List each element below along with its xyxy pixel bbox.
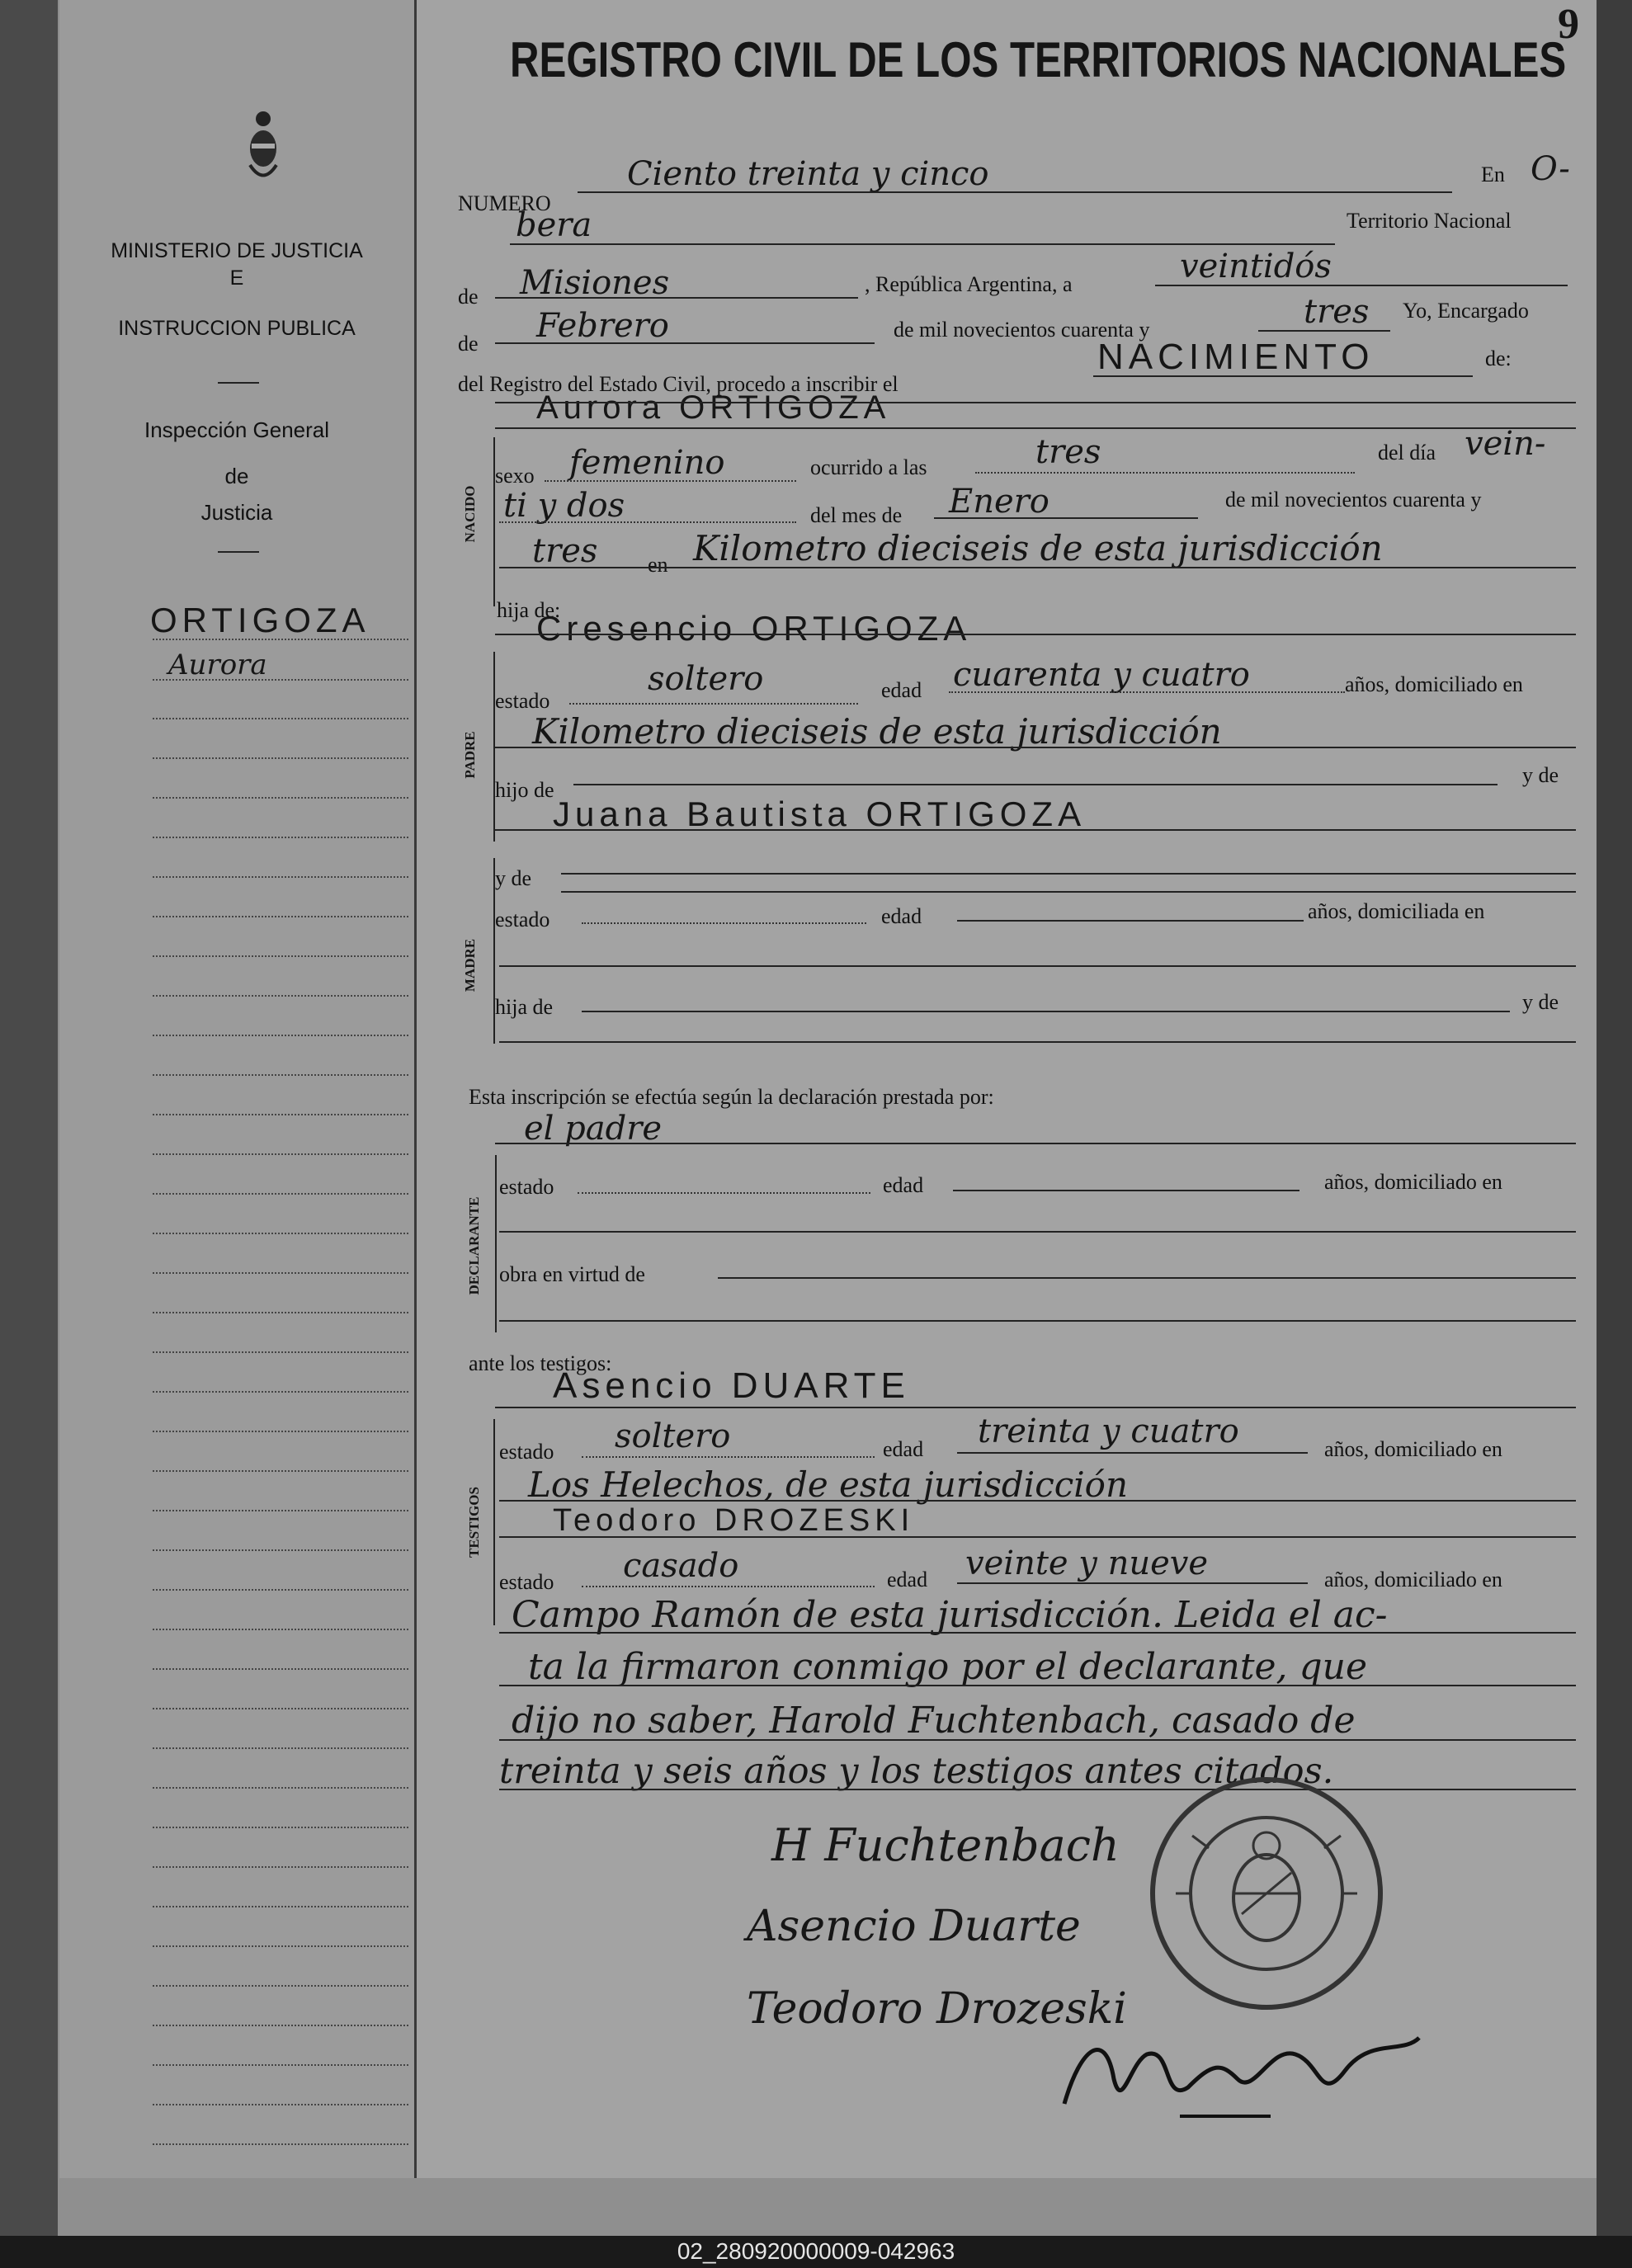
madre-estado-label: estado [495,908,550,931]
testigos-bracket [493,1419,495,1625]
coat-of-arms-icon [245,107,281,190]
w2-edad-value: veinte y nueve [965,1544,1209,1582]
madre-y-de-line-2 [561,891,1576,893]
registrar-signature-icon [1056,2013,1452,2120]
day-value-b: ti y dos [503,487,625,525]
madre-edad-line [957,920,1304,922]
padre-domicilio-line [495,747,1576,748]
territory-value: Misiones [520,264,670,302]
divider [218,551,259,553]
declarante-value: el padre [524,1110,663,1148]
w1-edad-line [957,1452,1308,1454]
padre-estado-line [569,703,858,705]
nacido-month-line [934,517,1198,519]
day-value: veintidós [1180,248,1332,285]
witness2-name: Teodoro DROZESKI [553,1503,915,1538]
madre-y-de-end: y de [1522,990,1559,1014]
child-name: Aurora ORTIGOZA [536,389,891,426]
act-type: NACIMIENTO [1097,337,1375,377]
hijo-de-line [573,784,1498,785]
w2-estado-value: casado [623,1547,739,1585]
declarante-last-line [499,1320,1576,1322]
hijo-de-label: hijo de [495,778,554,802]
right-edge [1597,0,1632,2236]
madre-estado-line [582,922,866,924]
de-label-2: de [458,332,479,356]
madre-domicilio-label: años, domiciliada en [1308,899,1485,923]
en-label: En [1481,163,1505,186]
sexo-label: sexo [495,464,535,488]
binding-edge [0,0,58,2236]
hour-value: tres [1035,433,1101,471]
numero-line [578,191,1452,193]
w1-estado-label: estado [499,1440,554,1464]
declarante-line [495,1143,1576,1144]
del-dia-label: del día [1378,441,1436,464]
act-line [1093,375,1473,377]
declarante-edad-label: edad [883,1173,924,1197]
en-place-label: en [648,553,668,577]
obra-line [718,1277,1576,1279]
year-label: de mil novecientos cuarenta y [894,318,1150,342]
obra-label: obra en virtud de [499,1262,645,1286]
madre-edad-label: edad [881,904,922,928]
declarante-estado-line [578,1192,870,1194]
nacido-year-value: tres [532,532,598,570]
w2-edad-label: edad [887,1568,928,1591]
padre-estado-value: soltero [648,660,764,698]
territorio-label: Territorio Nacional [1347,209,1512,233]
madre-label: MADRE [462,938,478,993]
territory-line [495,297,858,299]
divider [218,382,259,384]
testigos-label: TESTIGOS [466,1487,482,1558]
madre-y-de-label: y de [495,866,532,890]
republica-label: , República Argentina, a [865,272,1073,296]
grandparent-line [495,829,1576,831]
de-label: de [458,285,479,309]
w2-domicilio-label: años, domiciliado en [1324,1568,1502,1591]
note-rule-3 [499,1739,1576,1741]
ministry-line3: INSTRUCCION PUBLICA [118,317,356,340]
note-line2: dijo no saber, Harold Fuchtenbach, casado de [512,1700,1356,1742]
madre-hija-label: hija de [495,995,554,1019]
padre-domicilio-value: Kilometro dieciseis de esta jurisdicción [532,711,1222,752]
w1-domicilio-label: años, domiciliado en [1324,1437,1502,1461]
w1-domicilio-value: Los Helechos, de esta jurisdicción [528,1464,1129,1505]
w1-estado-line [582,1456,875,1458]
witness2-line [499,1536,1576,1538]
del-mes-label: del mes de [810,503,903,527]
year-value: tres [1304,293,1370,331]
padre-estado-label: estado [495,689,550,713]
w1-edad-value: treinta y cuatro [978,1412,1239,1450]
place-value-a: O- [1531,150,1570,188]
nacido-month-value: Enero [949,483,1049,521]
ocurrido-label: ocurrido a las [810,455,927,479]
note-line1: ta la firmaron conmigo por el declarante, que [528,1646,1368,1688]
w1-domicilio-line [499,1500,1576,1502]
w2-domicilio-value: Campo Ramón de esta jurisdicción. Leida el ac- [512,1594,1388,1636]
grandparent-name: Juana Bautista ORTIGOZA [553,795,1087,833]
signature-3: Teodoro Drozeski [747,1984,1127,2034]
father-line [495,634,1576,635]
year-line [1258,330,1390,332]
father-name: Cresencio ORTIGOZA [536,609,972,648]
signature-1: H Fuchtenbach [771,1819,1120,1871]
padre-y-de-label: y de [1522,763,1559,787]
form-title: REGISTRO CIVIL DE LOS TERRITORIOS NACIONALES [510,32,1567,87]
place-line [499,567,1576,568]
witness1-line [495,1407,1576,1408]
inspection-line3: Justicia [200,500,273,525]
hour-line [975,472,1355,474]
madre-hija-line [582,1011,1510,1012]
margin-given-name: Aurora [168,648,267,681]
w1-edad-label: edad [883,1437,924,1461]
sexo-value: femenino [569,444,725,482]
encargado-label: Yo, Encargado [1403,299,1529,323]
nacido-bracket [493,437,495,606]
declarante-label: DECLARANTE [466,1196,482,1295]
padre-edad-value: cuarenta y cuatro [953,656,1250,694]
child-line-2 [495,427,1576,429]
madre-last-line [499,1041,1576,1043]
margin-surname: ORTIGOZA [150,601,370,639]
w1-estado-value: soltero [615,1417,731,1455]
nacido-label: NACIDO [462,485,478,543]
day-line [499,521,796,523]
registro-label: del Registro del Estado Civil, procedo a inscribir el [458,372,899,396]
declarante-domicilio-line [499,1231,1576,1233]
month-value: Febrero [536,307,669,345]
place-line [510,243,1335,245]
day-line [1155,285,1568,286]
declarante-edad-line [953,1190,1299,1191]
note-rule-2 [499,1685,1576,1686]
mil-label: de mil novecientos cuarenta y [1225,488,1482,512]
declarante-intro: Esta inscripción se efectúa según la declaración prestada por: [469,1085,994,1109]
day-value-a: vein- [1465,425,1546,463]
nacido-place-value: Kilometro dieciseis de esta jurisdicción [693,528,1383,568]
witness1-name: Asencio DUARTE [553,1365,910,1406]
page-number: 9 [1558,1,1579,48]
place-value-b: bera [516,206,592,244]
padre-label: PADRE [462,731,478,779]
numero-label: NUMERO [458,191,551,215]
note-rule-1 [499,1632,1576,1634]
w2-estado-line [582,1586,875,1587]
madre-domicilio-line [499,965,1576,967]
civil-registry-stamp-icon [1143,1770,1390,2017]
padre-domicilio-label: años, domiciliado en [1345,672,1523,696]
w2-estado-label: estado [499,1570,554,1594]
testigos-intro: ante los testigos: [469,1351,612,1375]
declarante-estado-label: estado [499,1175,554,1199]
signature-2: Asencio Duarte [747,1902,1081,1951]
de-colon: de: [1485,347,1512,370]
child-line [495,402,1576,403]
declarante-bracket [495,1155,497,1332]
hija-label: hija de: [497,598,561,622]
inspection-line1: Inspección General [144,417,330,442]
left-margin-panel [59,0,417,2178]
numero-value: Ciento treinta y cinco [627,155,989,193]
inspection-line2: de [224,464,249,488]
sexo-line [545,480,796,482]
note-rule-4 [499,1789,1576,1790]
padre-edad-line [949,691,1345,693]
ministry-line1: MINISTERIO DE JUSTICIA [111,239,363,262]
note-line3: treinta y seis años y los testigos antes citados. [499,1751,1334,1792]
footer-id: 02_280920000009-042963 [677,2238,955,2264]
w2-edad-line [957,1582,1308,1584]
month-line [495,342,875,344]
declarante-domicilio-label: años, domiciliado en [1324,1170,1502,1194]
ministry-line2: E [229,266,244,290]
padre-edad-label: edad [881,678,922,702]
madre-y-de-line [561,873,1576,875]
